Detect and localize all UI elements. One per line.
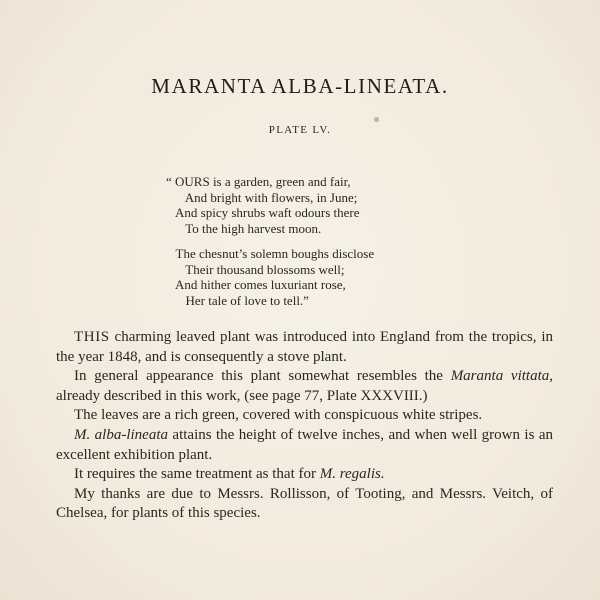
poem-line: And hither comes luxuriant rose, [166, 277, 346, 292]
poem-line: And bright with flowers, in June; [166, 189, 358, 205]
plate-number: PLATE LV. [268, 124, 332, 136]
paragraph-leaves: The leaves are a rich green, covered with conspicuous white stripes. [74, 407, 483, 424]
page-title: MARANTA ALBA-LINEATA. [151, 74, 449, 98]
paragraph-text: already described in this work, (see page 77, Plate XXXVIII.) [56, 387, 428, 404]
paragraph-height [56, 426, 553, 465]
body-text [56, 328, 553, 524]
poem-line: “ OURS is a garden, green and fair, [166, 174, 351, 189]
poem-line: Her tale of love to tell.” [166, 292, 309, 308]
poem-stanza-2 [166, 246, 374, 308]
poem-stanza-1 [166, 174, 374, 236]
species-name: M. alba-lineata [74, 426, 168, 443]
paragraph-introduction [56, 328, 553, 367]
poem-line: And spicy shrubs waft odours there [166, 205, 360, 220]
poem [166, 174, 374, 318]
poem-line: To the high harvest moon. [166, 220, 322, 236]
paragraph-text: attains the height of twelve inches, and when well grown is an excellent exhibition plant. [56, 426, 553, 463]
paragraph-text: It requires the same treatment as that for [74, 466, 320, 483]
paragraph-text: charming leaved plant was introduced into England from the tropics, in the year 1848, and is consequently a stove plant. [56, 329, 553, 365]
species-name: M. regalis. [319, 466, 385, 483]
poem-line: The chesnut’s solemn boughs disclose [166, 246, 375, 261]
paragraph-treatment [56, 465, 553, 485]
paragraph-text: In general appearance this plant somewhat resembles the [74, 368, 451, 385]
lead-word: THIS [74, 329, 110, 345]
foxing-spot [374, 117, 379, 122]
poem-line: Their thousand blossoms well; [166, 261, 345, 277]
species-name: Maranta vittata, [450, 368, 553, 385]
paragraph-thanks: My thanks are due to Messrs. Rollisson, of Tooting, and Messrs. Veitch, of Chelsea, for plants of this species. [56, 485, 553, 522]
paragraph-appearance [56, 367, 553, 406]
